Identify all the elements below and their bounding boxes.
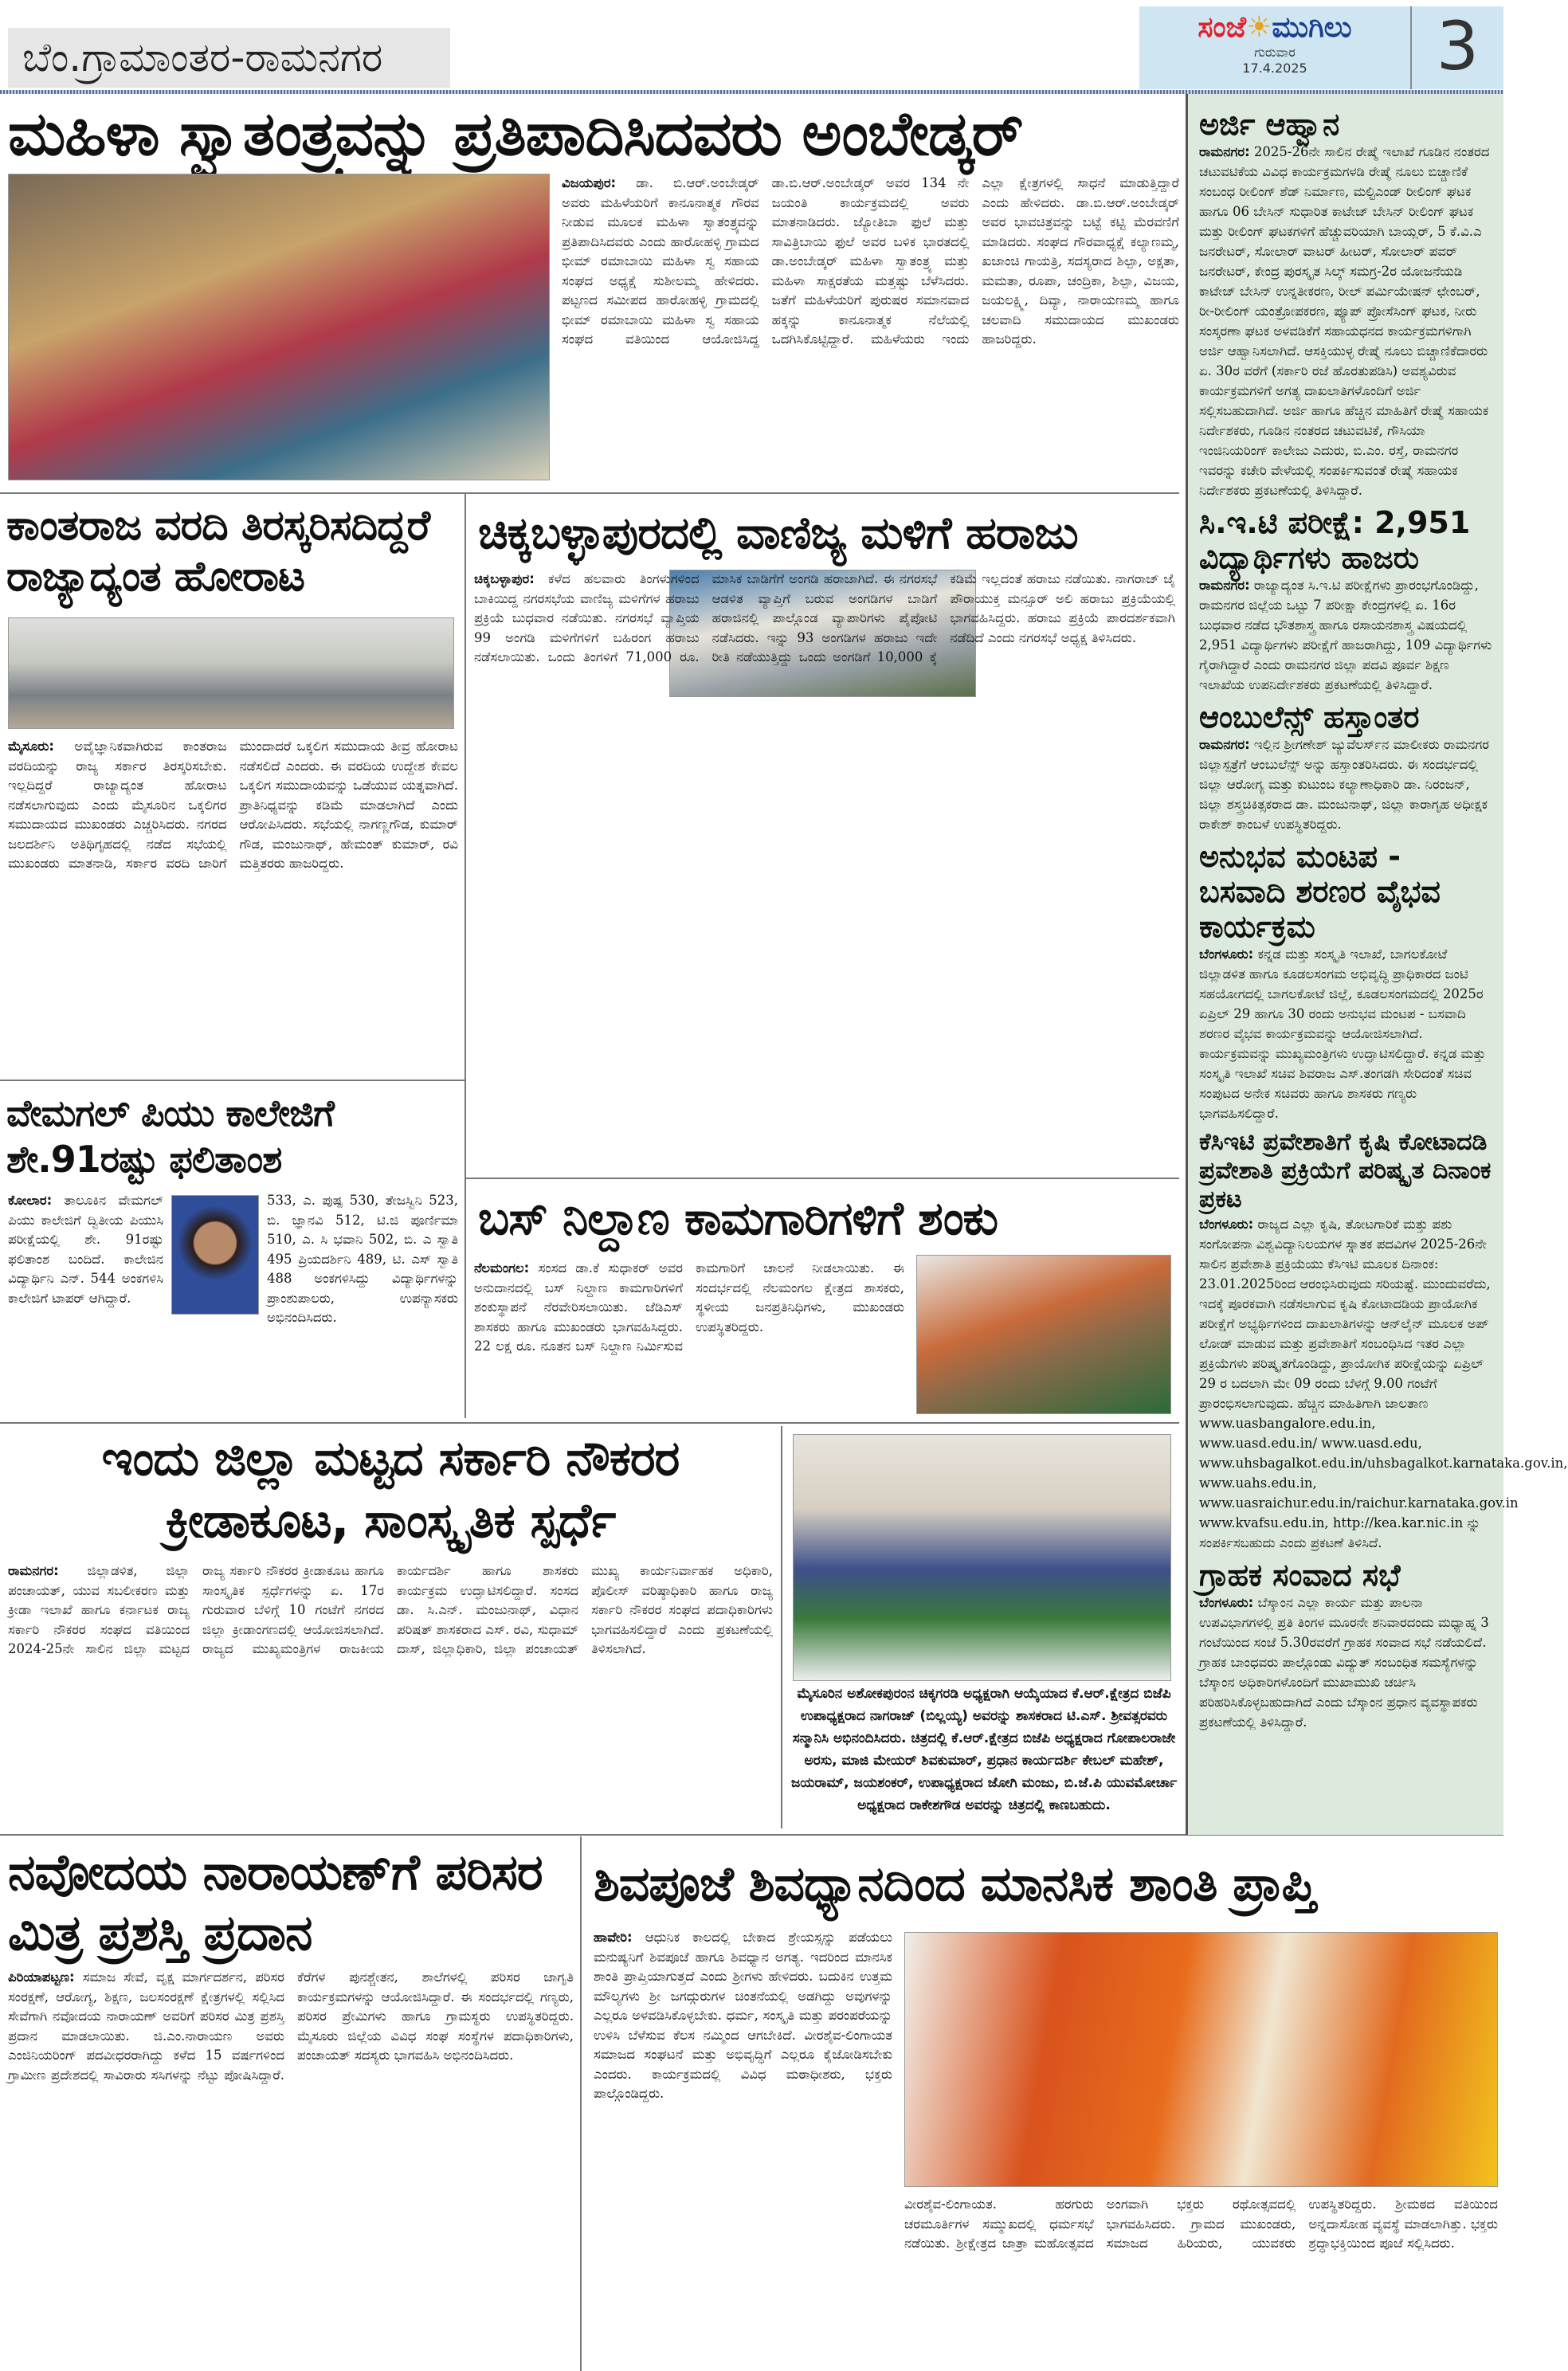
divider [0, 1080, 465, 1081]
brief-body: ಬೆಂಗಳೂರು: ಬೆಸ್ಕಾಂನ ಎಲ್ಲಾ ಕಾರ್ಯ ಮತ್ತು ಪಾಲನಾ ಉಪವಿಭಾಗಗಳಲ್ಲಿ ಪ್ರತಿ ತಿಂಗಳ ಮೂರನೇ ಶನಿವಾರದಂದು ಮಧ್ಯಾಹ್ನ 3 ಗಂಟೆಯಿಂದ ಸಂಜೆ 5.30ರವರೆಗೆ ಗ್ರಾಹಕ ಸಂವಾದ ಸಭೆ ನಡೆಯಲಿದೆ. ಗ್ರಾಹಕ ಬಾಂಧವರು ಪಾಲ್ಗೊಂಡು ವಿದ್ಯುತ್ ಸಂಬಂಧಿತ ಸಮಸ್ಯೆಗಳನ್ನು ಬೆಸ್ಕಾಂನ ಅಧಿಕಾರಿಗಳೊಂದಿಗೆ ಮುಖಾಮುಖಿ ಚರ್ಚಿಸಿ ಪರಿಹರಿಸಿಕೊಳ್ಳಬಹುದಾಗಿದೆ ಎಂದು ಬೆಸ್ಕಾಂನ ಪ್ರಧಾನ ವ್ಯವಸ್ಥಾಪಕರು ಪ್ರಕಟಣೆಯಲ್ಲಿ ತಿಳಿಸಿದ್ದಾರೆ. [1199, 1595, 1489, 1730]
section-label: ಬೆಂ.ಗ್ರಾಮಾಂತರ-ರಾಮನಗರ [8, 28, 450, 88]
dateline: ಕೋಲಾರ: [8, 1193, 53, 1208]
brand-part-b: ಮುಗಿಲು [1272, 11, 1352, 44]
article-environment-award-body [8, 1968, 574, 2366]
article-text: ಡಾ. ಬಿ.ಆರ್.ಅಂಬೇಡ್ಕರ್ ಅವರು ಮಹಿಳೆಯರಿಗೆ ಕಾನೂನಾತ್ಮಕ ಗೌರವ ನೀಡುವ ಮೂಲಕ ಮಹಿಳಾ ಸ್ವಾತಂತ್ರ್ಯವನ್ನು ಪ್ರತಿಪಾದಿಸಿದವರು ಎಂದು ಹಾರೋಹಳ್ಳಿ ಗ್ರಾಮದ ಭೀಮ್ ರಮಾಬಾಯಿ ಮಹಿಳಾ ಸ್ವ ಸಹಾಯ ಸಂಘದ ಅಧ್ಯಕ್ಷೆ ಸುಶೀಲಮ್ಮ ಹೇಳಿದರು. ಪಟ್ಟಣದ ಸಮೀಪದ ಹಾರೋಹಳ್ಳಿ ಗ್ರಾಮದಲ್ಲಿ ಭೀಮ್ ರಮಾಬಾಯಿ ಮಹಿಳಾ ಸ್ವ ಸಹಾಯ ಸಂಘದ ವತಿಯಿಂದ ಆಯೋಜಿಸಿದ್ದ ಡಾ.ಬಿ.ಆರ್.ಅಂಬೇಡ್ಕರ್ ಅವರ 134 ನೇ ಜಯಂತಿ ಕಾರ್ಯಕ್ರಮದಲ್ಲಿ ಅವರು ಮಾತನಾಡಿದರು. ಜ್ಯೋತಿಬಾ ಫುಲೆ ಮತ್ತು ಸಾವಿತ್ರಿಬಾಯಿ ಫುಲೆ ಅವರ ಬಳಿಕ ಭಾರತದಲ್ಲಿ ಡಾ.ಅಂಬೇಡ್ಕರ್ ಮಹಿಳಾ ಸ್ವಾತಂತ್ರ್ಯ ಮತ್ತು ಮಹಿಳಾ ಸಾಕ್ಷರತೆಯ ಮತ್ತಷ್ಟು ಬೆಳೆಸಿದರು. ಜತೆಗೆ ಮಹಿಳೆಯರಿಗೆ ಪುರುಷರ ಸಮಾನವಾದ ಹಕ್ಕನ್ನು ಕಾನೂನಾತ್ಮಕ ನೆಲೆಯಲ್ಲಿ ಒದಗಿಸಿಕೊಟ್ಟಿದ್ದಾರೆ. ಮಹಿಳೆಯರು ಇಂದು ಎಲ್ಲಾ ಕ್ಷೇತ್ರಗಳಲ್ಲಿ ಸಾಧನೆ ಮಾಡುತ್ತಿದ್ದಾರೆ ಎಂದು ಹೇಳಿದರು. ಡಾ.ಬಿ.ಆರ್.ಅಂಬೇಡ್ಕರ್ ಅವರ ಭಾವಚಿತ್ರವನ್ನು ಬಟ್ಟೆ ಕಟ್ಟಿ ಮೆರವಣಿಗೆ ಮಾಡಿದರು. ಸಂಘದ ಗೌರವಾಧ್ಯಕ್ಷೆ ಕಲ್ಯಾಣಮ್ಮ, ಖಜಾಂಚಿ ಗಾಯತ್ರಿ, ಸದಸ್ಯರಾದ ಶಿಲ್ಪಾ, ಅಕ್ಷತಾ, ಮಮತಾ, ರೂಪಾ, ಚಂದ್ರಿಕಾ, ಶಿಲ್ಪಾ, ವಿಜಯ, ಜಯಲಕ್ಷ್ಮಿ, ದಿವ್ಯಾ, ನಾರಾಯಣಮ್ಮ ಹಾಗೂ ಚಲವಾದಿ ಸಮುದಾಯದ ಮುಖಂಡರು ಹಾಜರಿದ್ದರು. [562, 175, 1179, 347]
divider [465, 494, 466, 1418]
headline-chikkaballapur: ಚಿಕ್ಕಬಳ್ಳಾಪುರದಲ್ಲಿ ವಾಣಿಜ್ಯ ಮಳಿಗೆ ಹರಾಜು [478, 508, 1078, 559]
day-label: ಗುರುವಾರ [1254, 45, 1296, 60]
brand-part-a: ಸಂಜೆ [1198, 11, 1247, 44]
headline-bus-stand: ಬಸ್ ನಿಲ್ದಾಣ ಕಾಮಗಾರಿಗಳಿಗೆ ಶಂಕು [478, 1191, 998, 1245]
headline-kantharaj: ಕಾಂತರಾಜ ವರದಿ ತಿರಸ್ಕರಿಸದಿದ್ದರೆ ರಾಜ್ಯಾದ್ಯಂತ ಹೋರಾಟ [6, 502, 430, 601]
article-text: ಸಮಾಜ ಸೇವೆ, ವೃಕ್ಷ ಮಾರ್ಗದರ್ಶನ, ಪರಿಸರ ಸಂರಕ್ಷಣೆ, ಆರೋಗ್ಯ, ಶಿಕ್ಷಣ, ಜಲಸಂರಕ್ಷಣೆ ಕ್ಷೇತ್ರಗಳಲ್ಲಿ ಸಲ್ಲಿಸಿದ ಸೇವೆಗಾಗಿ ನವೋದಯ ನಾರಾಯಣ್ ಅವರಿಗೆ ಪರಿಸರ ಮಿತ್ರ ಪ್ರಶಸ್ತಿ ಪ್ರದಾನ ಮಾಡಲಾಯಿತು. ಜಿ.ಎಂ.ನಾರಾಯಣ ಅವರು ಎಂಜಿನಿಯರಿಂಗ್ ಪದವೀಧರರಾಗಿದ್ದು ಕಳೆದ 15 ವರ್ಷಗಳಿಂದ ಗ್ರಾಮೀಣ ಪ್ರದೇಶದಲ್ಲಿ ಸಾವಿರಾರು ಸಸಿಗಳನ್ನು ನೆಟ್ಟು ಪೋಷಿಸಿದ್ದಾರೆ. ಕೆರೆಗಳ ಪುನಶ್ಚೇತನ, ಶಾಲೆಗಳಲ್ಲಿ ಪರಿಸರ ಜಾಗೃತಿ ಕಾರ್ಯಕ್ರಮಗಳನ್ನು ಆಯೋಜಿಸಿದ್ದಾರೆ. ಈ ಸಂದರ್ಭದಲ್ಲಿ ಗಣ್ಯರು, ಪರಿಸರ ಪ್ರೇಮಿಗಳು ಹಾಗೂ ಗ್ರಾಮಸ್ಥರು ಉಪಸ್ಥಿತರಿದ್ದರು. ಮೈಸೂರು ಜಿಲ್ಲೆಯ ವಿವಿಧ ಸಂಘ ಸಂಸ್ಥೆಗಳ ಪದಾಧಿಕಾರಿಗಳು, ಪಂಚಾಯತ್ ಸದಸ್ಯರು ಭಾಗವಹಿಸಿ ಅಭಿನಂದಿಸಿದರು. [8, 1969, 574, 2083]
brief-body: ಬೆಂಗಳೂರು: ರಾಜ್ಯದ ಎಲ್ಲಾ ಕೃಷಿ, ತೋಟಗಾರಿಕೆ ಮತ್ತು ಪಶು ಸಂಗೋಪನಾ ವಿಶ್ವವಿದ್ಯಾನಿಲಯಗಳ ಸ್ನಾತಕ ಪದವಿಗಳ 2025-26ನೇ ಸಾಲಿನ ಪ್ರವೇಶಾತಿ ಪ್ರಕ್ರಿಯೆಯು ಕೆಸಿಇಟಿ ಮೂಲಕ ದಿನಾಂಕ: 23.01.2025ರಿಂದ ಆರಂಭಿಸಿರುವುದು ಸರಿಯಷ್ಟೆ. ಮುಂದುವರೆದು, ಇದಕ್ಕೆ ಪೂರಕವಾಗಿ ನಡೆಸಲಾಗುವ ಕೃಷಿ ಕೋಟಾದಡಿಯ ಪ್ರಾಯೋಗಿಕ ಪರೀಕ್ಷೆಗೆ ಅಭ್ಯರ್ಥಿಗಳಿಂದ ದಾಖಲಾತಿಗಳನ್ನು ಆನ್‌ಲೈನ್ ಮೂಲಕ ಅಪ್ ಲೋಡ್ ಮಾಡುವ ಮತ್ತು ಪ್ರವೇಶಾತಿಗೆ ಸಂಬಂಧಿಸಿದ ಇತರ ಎಲ್ಲಾ ಪ್ರಕ್ರಿಯೆಗಳು ಪರಿಷ್ಕೃತಗೊಂಡಿದ್ದು, ಪ್ರಾಯೋಗಿಕ ಪರೀಕ್ಷೆಯನ್ನು ಏಪ್ರಿಲ್ 29 ರ ಬದಲಾಗಿ ಮೇ 09 ರಂದು ಬೆಳಗ್ಗೆ 9.00 ಗಂಟೆಗೆ ಪ್ರಾರಂಭಿಸಲಾಗುವುದು. ಹೆಚ್ಚಿನ ಮಾಹಿತಿಗಾಗಿ ಜಾಲತಾಣ www.uasbangalore.edu.in, www.uasd.edu.in/ www.uasd.edu, www.uhsbagalkot.edu.in/uhsbagalkot.karnataka.gov.in, www.uahs.edu.in, www.uasraichur.edu.in/raichur.karnataka.gov.in www.kvafsu.edu.in, http://kea.kar.nic.in ನ್ನು ಸಂಪರ್ಕಿಸಬಹುದು ಎಂದು ಪ್ರಕಟಣೆ ತಿಳಿಸಿದೆ. [1199, 1217, 1568, 1550]
divider [466, 1178, 1179, 1179]
photo-student [171, 1195, 259, 1315]
photo-felicitation [793, 1434, 1171, 1681]
article-sports-meet-body [8, 1562, 773, 1824]
brief-title: ಕೆಸಿಇಟಿ ಪ್ರವೇಶಾತಿಗೆ ಕೃಷಿ ಕೋಟಾದಡಿ ಪ್ರವೇಶಾತಿ ಪ್ರಕ್ರಿಯೆಗೆ ಪರಿಷ್ಕೃತ ದಿನಾಂಕ ಪ್ರಕಟ [1199, 1128, 1492, 1213]
page-number: 3 [1410, 6, 1503, 89]
article-text: ಜಿಲ್ಲಾಡಳಿತ, ಜಿಲ್ಲಾ ಪಂಚಾಯತ್, ಯುವ ಸಬಲೀಕರಣ ಮತ್ತು ಕ್ರೀಡಾ ಇಲಾಖೆ ಹಾಗೂ ಕರ್ನಾಟಕ ರಾಜ್ಯ ಸರ್ಕಾರಿ ನೌಕರರ ಸಂಘದ ವತಿಯಿಂದ 2024-25ನೇ ಸಾಲಿನ ಜಿಲ್ಲಾ ಮಟ್ಟದ ರಾಜ್ಯ ಸರ್ಕಾರಿ ನೌಕರರ ಕ್ರೀಡಾಕೂಟ ಹಾಗೂ ಸಾಂಸ್ಕೃತಿಕ ಸ್ಪರ್ಧೆಗಳನ್ನು ಏ. 17ರ ಗುರುವಾರ ಬೆಳಿಗ್ಗೆ 10 ಗಂಟೆಗೆ ನಗರದ ಜಿಲ್ಲಾ ಕ್ರೀಡಾಂಗಣದಲ್ಲಿ ಆಯೋಜಿಸಲಾಗಿದೆ. ರಾಜ್ಯದ ಮುಖ್ಯಮಂತ್ರಿಗಳ ರಾಜಕೀಯ ಕಾರ್ಯದರ್ಶಿ ಹಾಗೂ ಶಾಸಕರು ಕಾರ್ಯಕ್ರಮ ಉದ್ಘಾಟಿಸಲಿದ್ದಾರೆ. ಸಂಸದ ಡಾ. ಸಿ.ಎನ್. ಮಂಜುನಾಥ್, ವಿಧಾನ ಪರಿಷತ್ ಶಾಸಕರಾದ ಎಸ್. ರವಿ, ಸುಧಾಮ್ ದಾಸ್, ಜಿಲ್ಲಾಧಿಕಾರಿ, ಜಿಲ್ಲಾ ಪಂಚಾಯತ್ ಮುಖ್ಯ ಕಾರ್ಯನಿರ್ವಾಹಕ ಅಧಿಕಾರಿ, ಪೊಲೀಸ್ ವರಿಷ್ಠಾಧಿಕಾರಿ ಹಾಗೂ ರಾಜ್ಯ ಸರ್ಕಾರಿ ನೌಕರರ ಸಂಘದ ಪದಾಧಿಕಾರಿಗಳು ಭಾಗವಹಿಸಲಿದ್ದಾರೆ ಎಂದು ಪ್ರಕಟಣೆಯಲ್ಲಿ ತಿಳಿಸಲಾಗಿದೆ. [8, 1563, 773, 1656]
dateline: ಮೈಸೂರು: [8, 739, 54, 754]
photo-ambedkar-event [8, 174, 550, 480]
headline-environment-award: ನವೋದಯ ನಾರಾಯಣ್‌ಗೆ ಪರಿಸರ ಮಿತ್ರ ಪ್ರಶಸ್ತಿ ಪ್ರದಾನ [8, 1843, 543, 1961]
article-vemagal-results: 533, ಎ. ಪುಷ್ಪ 530, ತೇಜಸ್ವಿನಿ 523, ಬಿ. ಜ್ಞಾನವಿ 512, ಟಿ.ಜಿ ಪೂರ್ಣಿಮಾ 510, ಎ. ಸಿ ಭವಾನಿ 502, ಬಿ. ಎ ಸ್ವಾತಿ 495 ಪ್ರಿಯದರ್ಶಿನಿ 489, ಟಿ. ಎಸ್ ಸ್ವಾತಿ 488 ಅಂಕಗಳಿಸಿದ್ದು ವಿದ್ಯಾರ್ಥಿಗಳನ್ನು ಪ್ರಾಂಶುಪಾಲರು, ಉಪನ್ಯಾಸಕರು ಅಭಿನಂದಿಸಿದರು. [267, 1193, 458, 1325]
article-vemagal-body [8, 1191, 163, 1414]
article-ambedkar-body [562, 174, 1179, 480]
dateline: ಹಾವೇರಿ: [594, 1930, 633, 1945]
dateline: ವಿಜಯಪುರ: [562, 175, 617, 190]
article-text: ಆಧುನಿಕ ಕಾಲದಲ್ಲಿ ಬೇಕಾದ ಶ್ರೇಯಸ್ಸನ್ನು ಪಡೆಯಲು ಮನುಷ್ಯನಿಗೆ ಶಿವಪೂಜೆ ಹಾಗೂ ಶಿವಧ್ಯಾನ ಅಗತ್ಯ. ಇದರಿಂದ ಮಾನಸಿಕ ಶಾಂತಿ ಪ್ರಾಪ್ತಿಯಾಗುತ್ತದೆ ಎಂದು ಶ್ರೀಗಳು ಹೇಳಿದರು. ಬದುಕಿನ ಉತ್ತಮ ಮೌಲ್ಯಗಳು ಶ್ರೀ ಜಗದ್ಗುರುಗಳ ಚಿಂತನೆಯಲ್ಲಿ ಅಡಗಿದ್ದು ಅವುಗಳನ್ನು ಎಲ್ಲರೂ ಅಳವಡಿಸಿಕೊಳ್ಳಬೇಕು. ಧರ್ಮ, ಸಂಸ್ಕೃತಿ ಮತ್ತು ಪರಂಪರೆಯನ್ನು ಉಳಿಸಿ ಬೆಳೆಸುವ ಕೆಲಸ ನಮ್ಮಿಂದ ಆಗಬೇಕಿದೆ. ವೀರಶೈವ-ಲಿಂಗಾಯತ ಸಮಾಜದ ಸಂಘಟನೆ ಮತ್ತು ಅಭಿವೃದ್ಧಿಗೆ ಎಲ್ಲರೂ ಕೈಜೋಡಿಸಬೇಕು ಎಂದರು. ಕಾರ್ಯಕ್ರಮದಲ್ಲಿ ವಿವಿಧ ಮಠಾಧೀಶರು, ಭಕ್ತರು ಪಾಲ್ಗೊಂಡಿದ್ದರು. [594, 1930, 893, 2101]
article-chikkaballapur-body [474, 570, 1175, 1167]
brief-body: ರಾಮನಗರ: 2025-26ನೇ ಸಾಲಿನ ರೇಷ್ಮೆ ಇಲಾಖೆ ಗೂಡಿನ ನಂತರದ ಚಟುವಟಿಕೆಯ ವಿವಿಧ ಕಾರ್ಯಕ್ರಮಗಳಡಿ ರೇಷ್ಮೆ ನೂಲು ಬಿಚ್ಚಾಣಿಕೆ ಸಂಬಂಧ ರೀಲಿಂಗ್ ಶೆಡ್ ನಿರ್ಮಾಣ, ಮಲ್ಟಿಎಂಡ್ ರೀಲಿಂಗ್ ಘಟಕ ಹಾಗೂ 06 ಬೇಸಿನ್ ಸುಧಾರಿತ ಕಾಟೇಜ್ ಬೇಸಿನ್ ರೀಲಿಂಗ್ ಘಟಕ ಮತ್ತು ರೀಲಿಂಗ್ ಘಟಕಗಳಿಗೆ ಹೆಚ್ಚುವರಿಯಾಗಿ ಬಾಯ್ಲರ್, 5 ಕೆ.ವಿ.ಎ ಜನರೇಟರ್, ಸೋಲಾರ್ ವಾಟರ್ ಹೀಟರ್, ಸೋಲಾರ್ ಪವರ್ ಜನರೇಟರ್, ಕೇಂದ್ರ ಪುರಸ್ಕೃತ ಸಿಲ್ಕ್ ಸಮಗ್ರ-2ರ ಯೋಜನೆಯಡಿ ಕಾಟೇಜ್ ಬೇಸಿನ್ ಉನ್ನತೀಕರಣ, ರೀಲ್ ಪರ್ಮಿಯೇಷನ್ ಛೇಂಬರ್, ರೀ-ರೀಲಿಂಗ್ ಯಂತ್ರೋಪಕರಣ, ಪ್ಯೂಪ್ ಪ್ರೋಸೆಸಿಂಗ್ ಘಟಕ, ನೀರು ಸಂಸ್ಕರಣಾ ಘಟಕ ಅಳವಡಿಕೆಗೆ ಸಹಾಯಧನದ ಕಾರ್ಯಕ್ರಮಗಳಿಗಾಗಿ ಅರ್ಜಿ ಆಹ್ವಾನಿಸಲಾಗಿದೆ. ಆಸಕ್ತಿಯುಳ್ಳ ರೇಷ್ಮೆ ನೂಲು ಬಿಚ್ಚಾಣಿಕೆದಾರರು ಏ. 30ರ ವರೆಗೆ (ಸರ್ಕಾರಿ ರಜೆ ಹೊರತುಪಡಿಸಿ) ಅವಶ್ಯವಿರುವ ಕಾರ್ಯಕ್ರಮಗಳಿಗೆ ಅಗತ್ಯ ದಾಖಲಾತಿಗಳೊಂದಿಗೆ ಅರ್ಜಿ ಸಲ್ಲಿಸಬಹುದಾಗಿದೆ. ಅರ್ಜಿ ಹಾಗೂ ಹೆಚ್ಚಿನ ಮಾಹಿತಿಗೆ ರೇಷ್ಮೆ ಸಹಾಯಕ ನಿರ್ದೇಶಕರು, ಗೂಡಿನ ನಂತರದ ಚಟುವಟಿಕೆ, ಗೌಸಿಯಾ ಇಂಜಿನಿಯರಿಂಗ್ ಕಾಲೇಜು ಎದುರು, ಬಿ.ಎಂ. ರಸ್ತೆ, ರಾಮನಗರ ಇವರನ್ನು ಕಚೇರಿ ವೇಳೆಯಲ್ಲಿ ಸಂಪರ್ಕಿಸುವಂತೆ ರೇಷ್ಮೆ ಸಹಾಯಕ ನಿರ್ದೇಶಕರು ಪ್ರಕಟಣೆಯಲ್ಲಿ ತಿಳಿಸಿದ್ದಾರೆ. [1199, 144, 1490, 498]
headline-shivapooja: ಶಿವಪೂಜೆ ಶಿವಧ್ಯಾನದಿಂದ ಮಾನಸಿಕ ಶಾಂತಿ ಪ್ರಾಪ್ತಿ [594, 1856, 1316, 1912]
dateline: ಪಿರಿಯಾಪಟ್ಟಣ: [8, 1969, 75, 1985]
sun-icon: ☀ [1246, 11, 1272, 44]
headline-sports-meet: ಇಂದು ಜಿಲ್ಲಾ ಮಟ್ಟದ ಸರ್ಕಾರಿ ನೌಕರರ ಕ್ರೀಡಾಕೂಟ, ಸಾಂಸ್ಕೃತಿಕ ಸ್ಪರ್ಧೆ [101, 1431, 680, 1549]
dateline: ರಾಮನಗರ: [8, 1563, 59, 1578]
headline-vemagal: ವೇಮಗಲ್ ಪಿಯು ಕಾಲೇಜಿಗೆ ಶೇ.91ರಷ್ಟು ಫಲಿತಾಂಶ [6, 1091, 334, 1181]
divider [0, 492, 1179, 494]
brief-title: ಗ್ರಾಹಕ ಸಂವಾದ ಸಭೆ [1199, 1558, 1401, 1593]
brief-title: ಅರ್ಜಿ ಆಹ್ವಾನ [1199, 107, 1340, 142]
photo-seers [904, 1932, 1498, 2187]
photo-meeting [8, 617, 454, 729]
brief-title: ಆಂಬುಲೆನ್ಸ್ ಹಸ್ತಾಂತರ [1199, 700, 1420, 735]
brief-body: ರಾಮನಗರ: ಇಲ್ಲಿನ ಶ್ರೀಗಣೇಶ್ ಜ್ಯುವೆಲರ್ಸ್‌ನ ಮಾಲೀಕರು ರಾಮನಗರ ಜಿಲ್ಲಾಸ್ಪತ್ರೆಗೆ ಆಂಬುಲೆನ್ಸ್ ಅನ್ನು ಹಸ್ತಾಂತರಿಸಿದರು. ಈ ಸಂದರ್ಭದಲ್ಲಿ ಜಿಲ್ಲಾ ಆರೋಗ್ಯ ಮತ್ತು ಕುಟುಂಬ ಕಲ್ಯಾಣಾಧಿಕಾರಿ ಡಾ. ನಿರಂಜನ್, ಜಿಲ್ಲಾ ಶಸ್ತ್ರಚಿಕಿತ್ಸಕರಾದ ಡಾ. ಮಂಜುನಾಥ್, ಜಿಲ್ಲಾ ಕಾರಾಗೃಹ ಅಧೀಕ್ಷಕ ರಾಕೇಶ್ ಕಾಂಬಳೆ ಉಪಸ್ಥಿತರಿದ್ದರು. [1199, 737, 1489, 832]
article-text: ಅವೈಜ್ಞಾನಿಕವಾಗಿರುವ ಕಾಂತರಾಜ ವರದಿಯನ್ನು ರಾಜ್ಯ ಸರ್ಕಾರ ತಿರಸ್ಕರಿಸಬೇಕು. ಇಲ್ಲದಿದ್ದರೆ ರಾಜ್ಯಾದ್ಯಂತ ಹೋರಾಟ ನಡೆಸಲಾಗುವುದು ಎಂದು ಮೈಸೂರಿನ ಒಕ್ಕಲಿಗರ ಸಮುದಾಯದ ಮುಖಂಡರು ಎಚ್ಚರಿಸಿದರು. ನಗರದ ಜಲದರ್ಶಿನಿ ಅತಿಥಿಗೃಹದಲ್ಲಿ ನಡೆದ ಸಭೆಯಲ್ಲಿ ಮುಖಂಡರು ಮಾತನಾಡಿ, ಸರ್ಕಾರ ವರದಿ ಜಾರಿಗೆ ಮುಂದಾದರೆ ಒಕ್ಕಲಿಗ ಸಮುದಾಯ ತೀವ್ರ ಹೋರಾಟ ನಡೆಸಲಿದೆ ಎಂದರು. ಈ ವರದಿಯ ಉದ್ದೇಶ ಕೇವಲ ಒಕ್ಕಲಿಗ ಸಮುದಾಯವನ್ನು ಒಡೆಯುವ ಯತ್ನವಾಗಿದೆ. ಪ್ರಾತಿನಿಧ್ಯವನ್ನು ಕಡಿಮೆ ಮಾಡಲಾಗಿದೆ ಎಂದು ಆರೋಪಿಸಿದರು. ಸಭೆಯಲ್ಲಿ ನಾಗಣ್ಣಗೌಡ, ಕುಮಾರ್ ಗೌಡ, ಮಂಜುನಾಥ್, ಹೇಮಂತ್ ಕುಮಾರ್, ರವಿ ಮತ್ತಿತರರು ಹಾಜರಿದ್ದರು. [8, 739, 458, 871]
photo-caption: ಮೈಸೂರಿನ ಅಶೋಕಪುರಂನ ಚಿಕ್ಕಗರಡಿ ಅಧ್ಯಕ್ಷರಾಗಿ ಆಯ್ಕೆಯಾದ ಕೆ.ಆರ್.ಕ್ಷೇತ್ರದ ಬಿಜೆಪಿ ಉಪಾಧ್ಯಕ್ಷರಾದ ನಾಗರಾಜ್ (ಬಿಲ್ಲಯ್ಯ) ಅವರನ್ನು ಶಾಸಕರಾದ ಟಿ.ಎಸ್. ಶ್ರೀವತ್ಸರವರು ಸನ್ಮಾನಿಸಿ ಅಭಿನಂದಿಸಿದರು. ಚಿತ್ರದಲ್ಲಿ ಕೆ.ಆರ್.ಕ್ಷೇತ್ರದ ಬಿಜೆಪಿ ಅಧ್ಯಕ್ಷರಾದ ಗೋಪಾಲರಾಜೇ ಅರಸು, ಮಾಜಿ ಮೇಯರ್ ಶಿವಕುಮಾರ್, ಪ್ರಧಾನ ಕಾರ್ಯದರ್ಶಿ ಕೇಬಲ್ ಮಹೇಶ್, ಜಯರಾಮ್, ಜಯಶಂಕರ್, ಉಪಾಧ್ಯಕ್ಷರಾದ ಜೋಗಿ ಮಂಜು, ಬಿ.ಜೆ.ಪಿ ಯುವಮೋರ್ಚಾ ಅಧ್ಯಕ್ಷರಾದ ರಾಕೇಶಗೌಡ ಅವರನ್ನು ಚಿತ್ರದಲ್ಲಿ ಕಾಣಬಹುದು. [790, 1686, 1178, 1813]
brief-title: ಸಿ.ಇ.ಟಿ ಪರೀಕ್ಷೆ: 2,951 ವಿದ್ಯಾರ್ಥಿಗಳು ಹಾಜರು [1199, 505, 1471, 575]
sidebar-briefs [1186, 94, 1568, 1835]
article-text: ಸಂಸದ ಡಾ.ಕೆ ಸುಧಾಕರ್ ಅವರ ಅನುದಾನದಲ್ಲಿ ಬಸ್ ನಿಲ್ದಾಣ ಕಾಮಗಾರಿಗಳಿಗೆ ಶಂಕುಸ್ಥಾಪನೆ ನೆರವೇರಿಸಲಾಯಿತು. ಜೆಡಿಎಸ್ ಶಾಸಕರು ಹಾಗೂ ಮುಖಂಡರು ಭಾಗವಹಿಸಿದ್ದರು. 22 ಲಕ್ಷ ರೂ. ನೂತನ ಬಸ್ ನಿಲ್ದಾಣ ನಿರ್ಮಿಸುವ ಕಾಮಗಾರಿಗೆ ಚಾಲನೆ ನೀಡಲಾಯಿತು. ಈ ಸಂದರ್ಭದಲ್ಲಿ ನೆಲಮಂಗಲ ಕ್ಷೇತ್ರದ ಶಾಸಕರು, ಸ್ಥಳೀಯ ಜನಪ್ರತಿನಿಧಿಗಳು, ಮುಖಂಡರು ಉಪಸ್ಥಿತರಿದ್ದರು. [474, 1260, 904, 1354]
dateline: ನೆಲಮಂಗಲ: [474, 1260, 530, 1276]
article-text: ತಾಲೂಕಿನ ವೇಮಗಲ್ ಪಿಯು ಕಾಲೇಜಿಗೆ ದ್ವಿತೀಯ ಪಿಯುಸಿ ಪರೀಕ್ಷೆಯಲ್ಲಿ ಶೇ. 91ರಷ್ಟು ಫಲಿತಾಂಶ ಬಂದಿದೆ. ಕಾಲೇಜಿನ ವಿದ್ಯಾರ್ಥಿನಿ ಎನ್. 544 ಅಂಕಗಳಿಸಿ ಕಾಲೇಜಿಗೆ ಟಾಪರ್ ಆಗಿದ್ದಾರೆ. [8, 1193, 163, 1306]
article-shivapooja-body [594, 1928, 892, 2191]
divider [580, 1836, 582, 2371]
divider [0, 1422, 1179, 1424]
brief-body: ರಾಮನಗರ: ರಾಜ್ಯಾದ್ಯಂತ ಸಿ.ಇ.ಟಿ ಪರೀಕ್ಷೆಗಳು ಪ್ರಾರಂಭಗೊಂಡಿದ್ದು, ರಾಮನಗರ ಜಿಲ್ಲೆಯ ಒಟ್ಟು 7 ಪರೀಕ್ಷಾ ಕೇಂದ್ರಗಳಲ್ಲಿ ಏ. 16ರ ಬುಧವಾರ ನಡೆದ ಭೌತಶಾಸ್ತ್ರ ಹಾಗೂ ರಸಾಯನಶಾಸ್ತ್ರ ವಿಷಯದಲ್ಲಿ 2,951 ವಿದ್ಯಾರ್ಥಿಗಳು ಪರೀಕ್ಷೆಗೆ ಹಾಜರಾಗಿದ್ದು, 109 ವಿದ್ಯಾರ್ಥಿಗಳು ಗೈರಾಗಿದ್ದಾರೆ ಎಂದು ರಾಮನಗರ ಜಿಲ್ಲಾ ಪದವಿ ಪೂರ್ವ ಶಿಕ್ಷಣ ಇಲಾಖೆಯ ಉಪನಿರ್ದೇಶಕರು ಪ್ರಕಟಣೆಯಲ್ಲಿ ತಿಳಿಸಿದ್ದಾರೆ. [1199, 578, 1492, 692]
date-label: 17.4.2025 [1242, 61, 1307, 76]
article-shivapooja-continued: ವೀರಶೈವ-ಲಿಂಗಾಯತ. ಹರಗುರು ಚರಮೂರ್ತಿಗಳ ಸಮ್ಮುಖದಲ್ಲಿ ಧರ್ಮಸಭೆ ನಡೆಯಿತು. ಶ್ರೀಕ್ಷೇತ್ರದ ಜಾತ್ರಾ ಮಹೋತ್ಸವದ ಅಂಗವಾಗಿ ಭಕ್ತರು ರಥೋತ್ಸವದಲ್ಲಿ ಭಾಗವಹಿಸಿದರು. ಗ್ರಾಮದ ಮುಖಂಡರು, ಸಮಾಜದ ಹಿರಿಯರು, ಯುವಕರು ಉಪಸ್ಥಿತರಿದ್ದರು. ಶ್ರೀಮಠದ ವತಿಯಿಂದ ಅನ್ನದಾಸೋಹ ವ್ಯವಸ್ಥೆ ಮಾಡಲಾಗಿತ್ತು. ಭಕ್ತರು ಶ್ರದ್ಧಾಭಕ್ತಿಯಿಂದ ಪೂಜೆ ಸಲ್ಲಿಸಿದರು. [904, 2197, 1498, 2251]
dateline: ಚಿಕ್ಕಬಳ್ಳಾಪುರ: [474, 571, 535, 586]
divider [781, 1426, 782, 1828]
brand-logo [1139, 11, 1410, 45]
article-bus-stand-body [474, 1259, 904, 1410]
masthead [1139, 6, 1503, 89]
headline-ambedkar: ಮಹಿಳಾ ಸ್ವಾತಂತ್ರ್ಯವನ್ನು ಪ್ರತಿಪಾದಿಸಿದವರು ಅಂಬೇಡ್ಕರ್ [8, 98, 1023, 169]
article-text: ಕಳೆದ ಹಲವಾರು ತಿಂಗಳುಗಳಿಂದ ಬಾಕಿಯಿದ್ದ ನಗರಸಭೆಯ ವಾಣಿಜ್ಯ ಮಳಿಗೆಗಳ ಹರಾಜು ಪ್ರಕ್ರಿಯೆ ಬುಧವಾರ ನಡೆಯಿತು. ನಗರಸಭೆ ವ್ಯಾಪ್ತಿಯ 99 ಅಂಗಡಿ ಮಳಿಗೆಗಳಿಗೆ ಬಹಿರಂಗ ಹರಾಜು ನಡೆಸಲಾಯಿತು. ಒಂದು ತಿಂಗಳಿಗೆ 71,000 ರೂ. ಮಾಸಿಕ ಬಾಡಿಗೆಗೆ ಅಂಗಡಿ ಹರಾಜಾಗಿದೆ. ಈ ನಗರಸಭೆ ಆಡಳಿತ ವ್ಯಾಪ್ತಿಗೆ ಬರುವ ಅಂಗಡಿಗಳ ಬಾಡಿಗೆ ಹರಾಜಿನಲ್ಲಿ ಪಾಲ್ಗೊಂಡ ವ್ಯಾಪಾರಿಗಳು ಪೈಪೋಟಿ ನಡೆಸಿದರು. ಇನ್ನು 93 ಅಂಗಡಿಗಳ ಹರಾಜು ಇದೇ ರೀತಿ ನಡೆಯುತ್ತಿದ್ದು ಒಂದು ಅಂಗಡಿಗೆ 10,000 ಕ್ಕೆ ಕಡಿಮೆ ಇಲ್ಲದಂತೆ ಹರಾಜು ನಡೆಯಿತು. ನಾಗರಾಜ್ ಜೈ ಪೌರಾಯುಕ್ತ ಮನ್ಸೂರ್ ಅಲಿ ಹರಾಜು ಪ್ರಕ್ರಿಯೆಯಲ್ಲಿ ಭಾಗವಹಿಸಿದ್ದರು. ಹರಾಜು ಪ್ರಕ್ರಿಯೆ ಪಾರದರ್ಶಕವಾಗಿ ನಡೆದಿದೆ ಎಂದು ನಗರಸಭೆ ಅಧ್ಯಕ್ಷ ತಿಳಿಸಿದರು. [474, 571, 1175, 664]
article-kantharaj-body [8, 737, 458, 1072]
brief-title: ಅನುಭವ ಮಂಟಪ - ಬಸವಾದಿ ಶರಣರ ವೈಭವ ಕಾರ್ಯಕ್ರಮ [1199, 839, 1441, 944]
brief-body: ಬೆಂಗಳೂರು: ಕನ್ನಡ ಮತ್ತು ಸಂಸ್ಕೃತಿ ಇಲಾಖೆ, ಬಾಗಲಕೋಟೆ ಜಿಲ್ಲಾಡಳಿತ ಹಾಗೂ ಕೂಡಲಸಂಗಮ ಅಭಿವೃದ್ಧಿ ಪ್ರಾಧಿಕಾರದ ಜಂಟಿ ಸಹಯೋಗದಲ್ಲಿ ಬಾಗಲಕೋಟೆ ಜಿಲ್ಲೆ, ಕೂಡಲಸಂಗಮದಲ್ಲಿ 2025ರ ಏಪ್ರಿಲ್ 29 ಹಾಗೂ 30 ರಂದು ಅನುಭವ ಮಂಟಪ - ಬಸವಾದಿ ಶರಣರ ವೈಭವ ಕಾರ್ಯಕ್ರಮವನ್ನು ಆಯೋಜಿಸಲಾಗಿದೆ. ಕಾರ್ಯಕ್ರಮವನ್ನು ಮುಖ್ಯಮಂತ್ರಿಗಳು ಉದ್ಘಾಟಿಸಲಿದ್ದಾರೆ. ಕನ್ನಡ ಮತ್ತು ಸಂಸ್ಕೃತಿ ಇಲಾಖೆ ಸಚಿವ ಶಿವರಾಜ ಎಸ್.ತಂಗಡಗಿ ಸೇರಿದಂತೆ ಸಚಿವ ಸಂಪುಟದ ಅನೇಕ ಸಚಿವರು ಹಾಗೂ ಶಾಸಕರು ಗಣ್ಯರು ಭಾಗವಹಿಸಲಿದ್ದಾರೆ. [1199, 946, 1486, 1121]
photo-bus-stand [916, 1255, 1171, 1414]
